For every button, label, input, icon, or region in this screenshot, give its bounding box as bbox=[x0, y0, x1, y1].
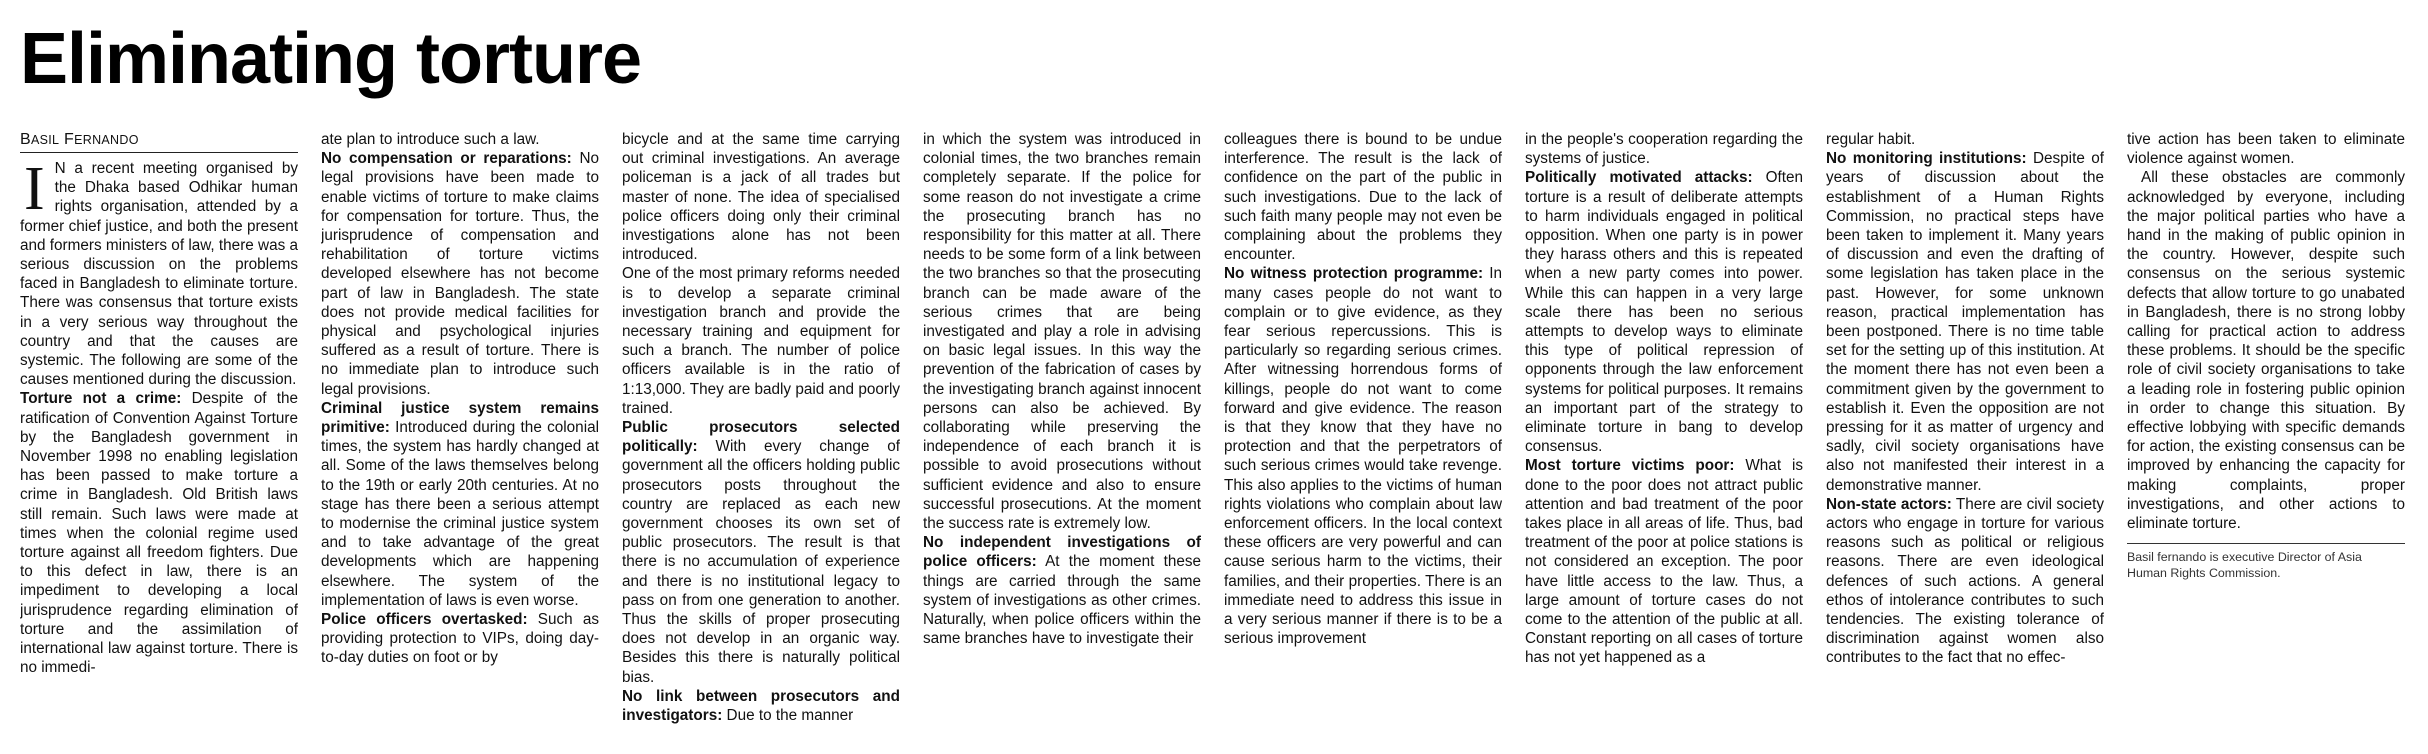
article-paragraph bbox=[1525, 168, 1803, 456]
author-note bbox=[2127, 549, 2405, 581]
paragraph-text: What is done to the poor does not attract public attention and bad treatment of the poor takes place in all areas of life. Thus, bad treatment of the poor at police stations is not considered an exception. The poor have little access to the law. Thus, a large amount of torture cases do not come to the attention of the public at all. Constant reporting on all cases of torture has not yet happened as a bbox=[1525, 457, 1803, 667]
article-paragraph bbox=[923, 130, 1201, 533]
paragraph-text: All these obstacles are commonly acknowledged by everyone, including the major political parties who have a hand in the making of public opinion in the country. However, despite such consensus on the serious systemic defects that allow torture to go unabated in Bangladesh, there is no strong lobby calling for practical action to address these problems. It should be the specific role of civil society organisations to take a leading role in fostering public opinion in order to change this situation. By effective lobbying with specific demands for action, the existing consensus can be improved by enhancing the capacity for making complaints, proper investigations, and other actions to eliminate torture. bbox=[2127, 169, 2405, 533]
article-paragraph bbox=[622, 130, 900, 264]
article-paragraph bbox=[1224, 130, 1502, 264]
section-heading: Police officers overtasked: bbox=[321, 611, 528, 629]
article-paragraph bbox=[1525, 456, 1803, 667]
article-paragraph bbox=[1826, 130, 2104, 149]
section-heading: No independent investigations of police officers: bbox=[923, 534, 1201, 571]
article-paragraph bbox=[1224, 264, 1502, 648]
paragraph-text: in the people's cooperation regarding the systems of justice. bbox=[1525, 131, 1803, 168]
article-paragraph bbox=[321, 130, 599, 149]
article-column bbox=[2127, 130, 2405, 748]
article-column bbox=[1525, 130, 1803, 748]
paragraph-text: One of the most primary reforms needed is to develop a separate criminal investigation branch and provide the necessary training and equipment for such a branch. The number of police officers available is in the ratio of 1:13,000. They are badly paid and poorly trained. bbox=[622, 265, 900, 417]
article-column bbox=[622, 130, 900, 748]
article-paragraph bbox=[321, 610, 599, 668]
paragraph-text: No legal provisions have been made to enable victims of torture to make claims for compensation for torture. Thus, the jurisprudence of compensation and rehabilitation of torture victims developed elsewhere has not become part of law in Bangladesh. The state does not provide medical facilities for physical and psychological injuries suffered as a result of torture. There is no immediate plan to introduce such legal provisions. bbox=[321, 150, 599, 398]
section-heading: Politically motivated attacks: bbox=[1525, 169, 1753, 187]
paragraph-text: N a recent meeting organised by the Dhaka based Odhikar human rights organisation, attended by a former chief justice, and both the present and formers ministers of law, there was a serious discussion on the problems faced in Bangladesh to eliminate torture. There was consensus that torture exists in a very serious way throughout the country and that the causes are systemic. The following are some of the causes mentioned during the discussion. bbox=[20, 160, 298, 389]
article-paragraph bbox=[1826, 149, 2104, 495]
section-heading: No compensation or reparations: bbox=[321, 150, 572, 168]
paragraph-text: With every change of government all the officers holding public prosecutors posts throughout the country are replaced as each new government chooses its own set of public prosecutors. The result is that there is no accumulation of experience and there is no institutional legacy to pass on from one generation to another. Thus the skills of proper prosecuting does not develop in an organic way. Besides this there is naturally political bias. bbox=[622, 438, 900, 686]
article-column bbox=[923, 130, 1201, 748]
paragraph-text: Due to the manner bbox=[722, 707, 854, 725]
paragraph-text: in which the system was introduced in colonial times, the two branches remain completely separate. If the police for some reason do not investigate a crime the prosecuting branch has no responsibility for this matter at all. There needs to be some form of a link between the two branches so that the prosecuting branch can be made aware of the serious crimes that are being investigated and play a role in advising on basic legal issues. In this way the prevention of the fabrication of cases by the investigating branch against innocent persons can also be achieved. By collaborating while preserving the independence of each branch it is possible to avoid prosecutions without sufficient evidence and also to ensure successful prosecutions. At the moment the success rate is extremely low. bbox=[923, 131, 1201, 533]
section-heading: Torture not a crime: bbox=[20, 390, 182, 408]
article-column bbox=[1224, 130, 1502, 748]
section-heading: Most torture victims poor: bbox=[1525, 457, 1735, 475]
article-paragraph bbox=[2127, 130, 2405, 168]
byline-initial: F bbox=[64, 131, 75, 148]
section-heading: Public prosecutors selected politically: bbox=[622, 419, 900, 456]
paragraph-text: In many cases people do not want to complain or to give evidence, as they fear serious repercussions. This is particularly so regarding serious crimes. After witnessing horrendous forms of killings, people do not want to come forward and give evidence. The reason is that they know that they have no protection and that the perpetrators of such serious crimes would take revenge. This also applies to the victims of human rights violations who complain about law enforcement officers. In the local context these officers are very powerful and can cause serious harm to the victims, their families, and their properties. There is an immediate need to address this issue in a very serious manner if there is to be a serious improvement bbox=[1224, 265, 1502, 648]
article-paragraph bbox=[20, 389, 298, 677]
paragraph-text: Despite of years of discussion about the establishment of a Human Rights Commission, no practical steps have been taken to implement it. Many years of discussion and even the drafting of some legislation has taken place in the past. However, for some unknown reason, practical implementation has been postponed. There is no time table set for the setting up of this institution. At the moment there has not even been a commitment given by the government to establish it. Even the opposition are not pressing for it as matter of urgency and sadly, civil society organisations have also not manifested their interest in a demonstrative manner. bbox=[1826, 150, 2104, 494]
section-heading: No link between prosecutors and investigators: bbox=[622, 687, 900, 725]
paragraph-text: Despite of the ratification of Convention Against Torture by the Bangladesh government in November 1998 no enabling legislation has been passed to make torture a crime in Bangladesh. Old British laws still remain. Such laws were made at times when the colonial regime used torture against all freedom fighters. Due to this defect in law, there is an impediment to developing a local jurisprudence regarding elimination of torture and the assimilation of international law against torture. There is no immedi- bbox=[20, 390, 298, 677]
section-heading: No monitoring institutions: bbox=[1826, 150, 2027, 168]
paragraph-text: bicycle and at the same time carrying out criminal investigations. An average policeman is a jack of all trades but master of none. The idea of specialised police officers doing only their criminal investigations alone has not been introduced. bbox=[622, 131, 900, 264]
article-column bbox=[20, 130, 298, 748]
byline-initial: B bbox=[20, 131, 31, 148]
article-paragraph bbox=[2127, 168, 2405, 533]
article-paragraph bbox=[1826, 495, 2104, 668]
byline-rest: ASIL bbox=[30, 133, 60, 147]
drop-cap: I bbox=[24, 155, 45, 223]
footnote-divider bbox=[2127, 543, 2405, 544]
byline-rest: ERNANDO bbox=[74, 133, 139, 147]
article-paragraph bbox=[622, 264, 900, 418]
section-heading: Criminal justice system remains primitive: bbox=[321, 399, 599, 437]
headline: Eliminating torture bbox=[20, 19, 642, 99]
section-heading: Non-state actors: bbox=[1826, 495, 1952, 513]
byline bbox=[20, 130, 298, 153]
article-paragraph bbox=[321, 149, 599, 399]
article-column bbox=[1826, 130, 2104, 748]
paragraph-text: colleagues there is bound to be undue interference. The result is the lack of confidence on the part of the public in such investigations. Due to the lack of such faith many people may not even be complaining about the problems they encounter. bbox=[1224, 131, 1502, 264]
article-paragraph bbox=[923, 533, 1201, 648]
article-column bbox=[321, 130, 599, 748]
paragraph-text: Introduced during the colonial times, the system has hardly changed at all. Some of the laws themselves belong to the 19th or early 20th centuries. At no stage has there been a serious attempt to modernise the criminal justice system and to take advantage of the great developments which are happening elsewhere. The system of the implementation of laws is even worse. bbox=[321, 419, 599, 609]
article-paragraph bbox=[20, 155, 298, 389]
paragraph-text: Such as providing protection to VIPs, doing day-to-day duties on foot or by bbox=[321, 611, 599, 667]
section-heading: No witness protection programme: bbox=[1224, 265, 1484, 283]
paragraph-text: ate plan to introduce such a law. bbox=[321, 131, 540, 148]
paragraph-text: There are civil society actors who engage in torture for various reasons such as political or religious reasons. There are even ideological defences of such actions. A general ethos of intolerance contributes to such tendencies. The existing tolerance of discrimination against women also contributes to the fact that no effec- bbox=[1826, 495, 2104, 667]
article-paragraph bbox=[622, 687, 900, 725]
paragraph-text: At the moment these things are carried through the same system of investigations as other crimes. Naturally, when police officers within the same branches have to investigate their bbox=[923, 553, 1201, 648]
article-paragraph bbox=[321, 399, 599, 610]
article-paragraph bbox=[622, 418, 900, 687]
article-paragraph bbox=[1525, 130, 1803, 168]
paragraph-text: tive action has been taken to eliminate violence against women. bbox=[2127, 131, 2405, 168]
paragraph-text: regular habit. bbox=[1826, 131, 1916, 148]
paragraph-text: Often torture is a result of deliberate attempts to harm individuals engaged in political opposition. When one party is in power they harass others and this is repeated when a new party comes into power. While this can happen in a very large scale there has been no serious attempts to develop ways to eliminate this type of political repression of opponents through the law enforcement systems for political purposes. It remains an important part of the strategy to eliminate torture in bang to develop consensus. bbox=[1525, 169, 1803, 456]
paragraph-text: Basil fernando is executive Director of Asia Human Rights Commission. bbox=[2127, 550, 2362, 581]
